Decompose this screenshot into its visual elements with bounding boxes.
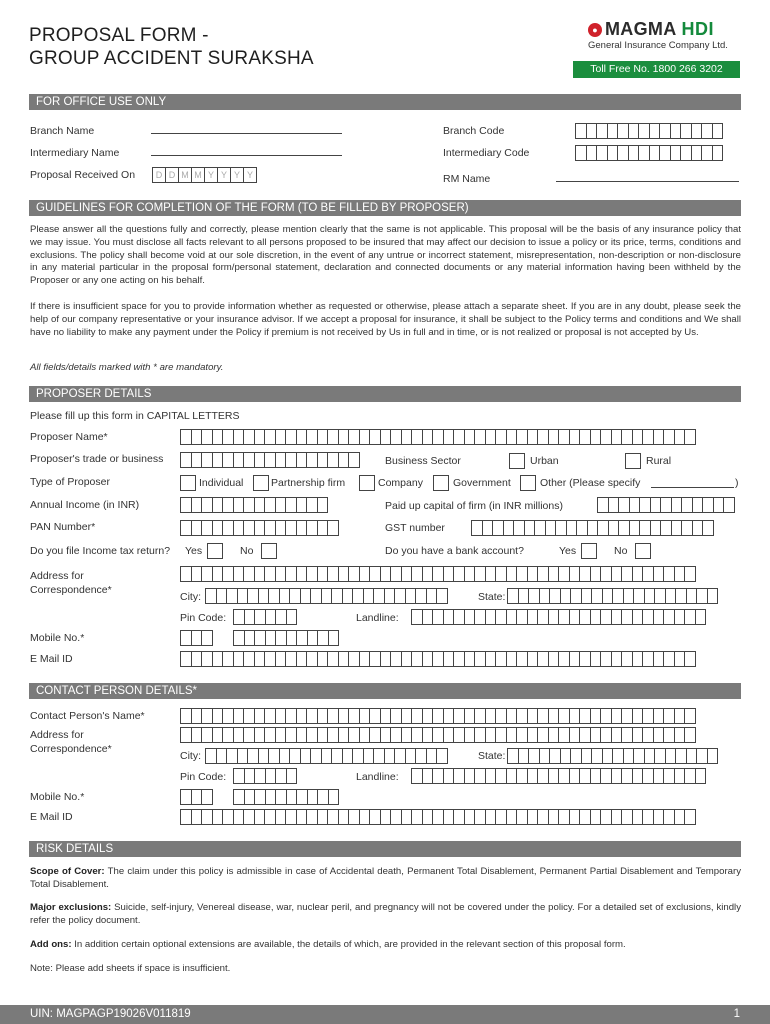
annual-income-field[interactable]: [180, 497, 327, 513]
contact-email-label: E Mail ID: [30, 811, 73, 823]
date-char-box[interactable]: Y: [243, 167, 257, 183]
paid-up-field[interactable]: [597, 497, 734, 513]
pan-field[interactable]: [180, 520, 338, 536]
bank-question: Do you have a bank account?: [385, 545, 524, 557]
pan-label: PAN Number*: [30, 521, 96, 533]
char-box[interactable]: [684, 651, 696, 667]
char-box[interactable]: [707, 748, 719, 764]
char-box[interactable]: [348, 452, 360, 468]
partnership-label: Partnership firm: [271, 477, 346, 489]
char-box[interactable]: [317, 497, 329, 513]
contact-state-field[interactable]: [507, 748, 717, 764]
char-box[interactable]: [684, 727, 696, 743]
major-exclusions: [30, 902, 741, 928]
char-box[interactable]: [695, 609, 707, 625]
itr-yes-checkbox[interactable]: [207, 543, 223, 559]
branch-name-field[interactable]: [151, 133, 342, 134]
scope-text: The claim under this policy is admissible in case of Accidental death, Permanent Total Disablement, Permanent Partial Disablement and Temporary Total Disablement.: [30, 866, 741, 890]
contact-landline-label: Landline:: [356, 771, 399, 783]
page-footer: [0, 1005, 770, 1024]
date-char-box[interactable]: Y: [204, 167, 218, 183]
mobile-prefix-field[interactable]: [180, 630, 212, 646]
addons-text: In addition certain optional extensions are available, the details of which, are provided in the relevant section of this proposal form.: [74, 939, 626, 950]
char-box[interactable]: [328, 630, 340, 646]
annual-income-label: Annual Income (in INR): [30, 499, 140, 511]
addons-label: Add ons:: [30, 939, 72, 950]
capital-letters-note: Please fill up this form in CAPITAL LETTERS: [30, 410, 240, 422]
form-title: [29, 24, 314, 70]
contact-mobile-label: Mobile No.*: [30, 791, 85, 803]
char-box[interactable]: [712, 145, 724, 161]
proposer-name-label: Proposer Name*: [30, 431, 108, 443]
other-close-paren: ): [735, 477, 739, 489]
intermediary-code-label: Intermediary Code: [443, 147, 530, 159]
major-label: Major exclusions:: [30, 902, 112, 913]
uin-number: UIN: MAGPAGP19026V011819: [30, 1008, 191, 1020]
intermediary-code-field[interactable]: [575, 145, 722, 161]
guidelines-paragraph-2: If there is insufficient space for you to provide information whether as requested or otherwise, please attach a separate sheet. If you are in any doubt, please seek the help of our company representative or your insurance advisor. If we accept a proposal for insurance, it shall be subject to the Policy terms and conditions and We shall have no liability to make any payment under the Policy if premium is not received by Us in full and in time, or is not realized or proposal is not accepted by Us.: [30, 301, 741, 338]
date-char-box[interactable]: D: [165, 167, 179, 183]
other-label: Other (Please specify: [540, 477, 641, 489]
address-field[interactable]: [180, 566, 695, 582]
contact-city-field[interactable]: [205, 748, 447, 764]
proposal-received-label: Proposal Received On: [30, 169, 136, 181]
char-box[interactable]: [286, 768, 298, 784]
landline-label: Landline:: [356, 612, 399, 624]
state-field[interactable]: [507, 588, 717, 604]
char-box[interactable]: [286, 609, 298, 625]
bank-no-label: No: [614, 545, 628, 557]
trade-field[interactable]: [180, 452, 359, 468]
itr-yes-label: Yes: [185, 545, 203, 557]
char-box[interactable]: [712, 123, 724, 139]
char-box[interactable]: [201, 630, 213, 646]
itr-question: Do you file Income tax return?: [30, 545, 171, 557]
branch-code-field[interactable]: [575, 123, 722, 139]
char-box[interactable]: [702, 520, 714, 536]
scope-of-cover: [30, 866, 741, 892]
company-logo: [588, 19, 714, 40]
contact-address-label-1: Address for: [30, 729, 84, 741]
mobile-label: Mobile No.*: [30, 632, 85, 644]
company-checkbox[interactable]: [359, 475, 375, 491]
contact-state-label: State:: [478, 750, 506, 762]
char-box[interactable]: [684, 809, 696, 825]
type-of-proposer-label: Type of Proposer: [30, 476, 110, 488]
title-line-1: PROPOSAL FORM -: [29, 25, 209, 46]
logo-hdi: HDI: [681, 19, 714, 39]
logo-magma: MAGMA: [605, 19, 677, 39]
government-checkbox[interactable]: [433, 475, 449, 491]
address-label-1: Address for: [30, 570, 84, 582]
add-ons: [30, 939, 741, 952]
paid-up-label: Paid up capital of firm (in INR millions): [385, 500, 563, 512]
pin-field[interactable]: [233, 609, 296, 625]
individual-label: Individual: [199, 477, 244, 489]
email-field[interactable]: [180, 651, 695, 667]
urban-checkbox[interactable]: [509, 453, 525, 469]
proposer-name-field[interactable]: [180, 429, 695, 445]
landline-field[interactable]: [411, 609, 705, 625]
rural-checkbox[interactable]: [625, 453, 641, 469]
city-label: City:: [180, 591, 201, 603]
other-checkbox[interactable]: [520, 475, 536, 491]
guidelines-bar: GUIDELINES FOR COMPLETION OF THE FORM (TO BE FILLED BY PROPOSER): [29, 200, 741, 216]
insufficient-space-note: Note: Please add sheets if space is insufficient.: [30, 963, 231, 974]
tollfree-badge: Toll Free No. 1800 266 3202: [573, 61, 740, 78]
company-label: Company: [378, 477, 423, 489]
date-char-box[interactable]: Y: [217, 167, 231, 183]
scope-label: Scope of Cover:: [30, 866, 105, 877]
logo-subtitle: General Insurance Company Ltd.: [588, 40, 728, 51]
major-text: Suicide, self-injury, Venereal disease, war, nuclear peril, and pregnancy will not be covered under the policy. For a detailed set of exclusions, kindly refer the policy document.: [30, 902, 741, 926]
char-box[interactable]: [684, 566, 696, 582]
state-label: State:: [478, 591, 506, 603]
mandatory-note: All fields/details marked with * are mandatory.: [30, 362, 224, 373]
office-use-bar: FOR OFFICE USE ONLY: [29, 94, 741, 110]
contact-pin-label: Pin Code:: [180, 771, 227, 783]
other-specify-field[interactable]: [651, 487, 734, 488]
intermediary-name-label: Intermediary Name: [30, 147, 120, 159]
char-box[interactable]: [684, 708, 696, 724]
contact-details-bar: CONTACT PERSON DETAILS*: [29, 683, 741, 699]
char-box[interactable]: [328, 789, 340, 805]
intermediary-name-field[interactable]: [151, 155, 342, 156]
branch-name-label: Branch Name: [30, 125, 95, 137]
individual-checkbox[interactable]: [180, 475, 196, 491]
urban-label: Urban: [530, 455, 559, 467]
email-label: E Mail ID: [30, 653, 73, 665]
business-sector-label: Business Sector: [385, 455, 461, 467]
rm-name-field[interactable]: [556, 181, 739, 182]
contact-name-field[interactable]: [180, 708, 695, 724]
contact-address-label-2: Correspondence*: [30, 743, 112, 755]
date-char-box[interactable]: M: [178, 167, 192, 183]
proposer-details-bar: PROPOSER DETAILS: [29, 386, 741, 402]
date-char-box[interactable]: Y: [230, 167, 244, 183]
char-box[interactable]: [723, 497, 735, 513]
risk-details-bar: RISK DETAILS: [29, 841, 741, 857]
contact-landline-field[interactable]: [411, 768, 705, 784]
partnership-checkbox[interactable]: [253, 475, 269, 491]
contact-mobile-field[interactable]: [233, 789, 338, 805]
char-box[interactable]: [436, 748, 448, 764]
char-box[interactable]: [327, 520, 339, 536]
contact-mobile-prefix-field[interactable]: [180, 789, 212, 805]
char-box[interactable]: [684, 429, 696, 445]
char-box[interactable]: [707, 588, 719, 604]
char-box[interactable]: [436, 588, 448, 604]
date-char-box[interactable]: M: [191, 167, 205, 183]
address-label-2: Correspondence*: [30, 584, 112, 596]
branch-code-label: Branch Code: [443, 125, 505, 137]
gst-label: GST number: [385, 522, 445, 534]
itr-no-label: No: [240, 545, 254, 557]
bank-no-checkbox[interactable]: [635, 543, 651, 559]
contact-pin-field[interactable]: [233, 768, 296, 784]
rm-name-label: RM Name: [443, 173, 491, 185]
contact-email-field[interactable]: [180, 809, 695, 825]
proposal-date-field[interactable]: [152, 167, 256, 183]
contact-name-label: Contact Person's Name*: [30, 710, 145, 722]
bank-yes-label: Yes: [559, 545, 577, 557]
page-number: 1: [733, 1008, 740, 1020]
pin-label: Pin Code:: [180, 612, 227, 624]
rural-label: Rural: [646, 455, 672, 467]
contact-city-label: City:: [180, 750, 201, 762]
guidelines-paragraph-1: Please answer all the questions fully and correctly, please mention clearly that the same is not applicable. This proposal will be the basis of any insurance policy that we may issue. You must disclose all facts relevant to all persons proposed to be insured that may affect our decision to issue a policy or its price, terms, conditions and exclusions. The policy shall become void at our sole discretion, in the event of any untrue or incorrect statement, misrepresentation, non-description or non-disclosure in any material particular in the proposal form/personal statement, declaration and connected documents or any material information having been withheld by the Proposer or any one acting on his behalf.: [30, 224, 741, 287]
logo-mark-icon: ●: [588, 23, 602, 37]
city-field[interactable]: [205, 588, 447, 604]
date-char-box[interactable]: D: [152, 167, 166, 183]
contact-address-field[interactable]: [180, 727, 695, 743]
title-line-2: GROUP ACCIDENT SURAKSHA: [29, 48, 314, 69]
char-box[interactable]: [201, 789, 213, 805]
mobile-field[interactable]: [233, 630, 338, 646]
itr-no-checkbox[interactable]: [261, 543, 277, 559]
gst-field[interactable]: [471, 520, 713, 536]
char-box[interactable]: [695, 768, 707, 784]
bank-yes-checkbox[interactable]: [581, 543, 597, 559]
trade-label: Proposer's trade or business: [30, 453, 164, 465]
government-label: Government: [453, 477, 511, 489]
